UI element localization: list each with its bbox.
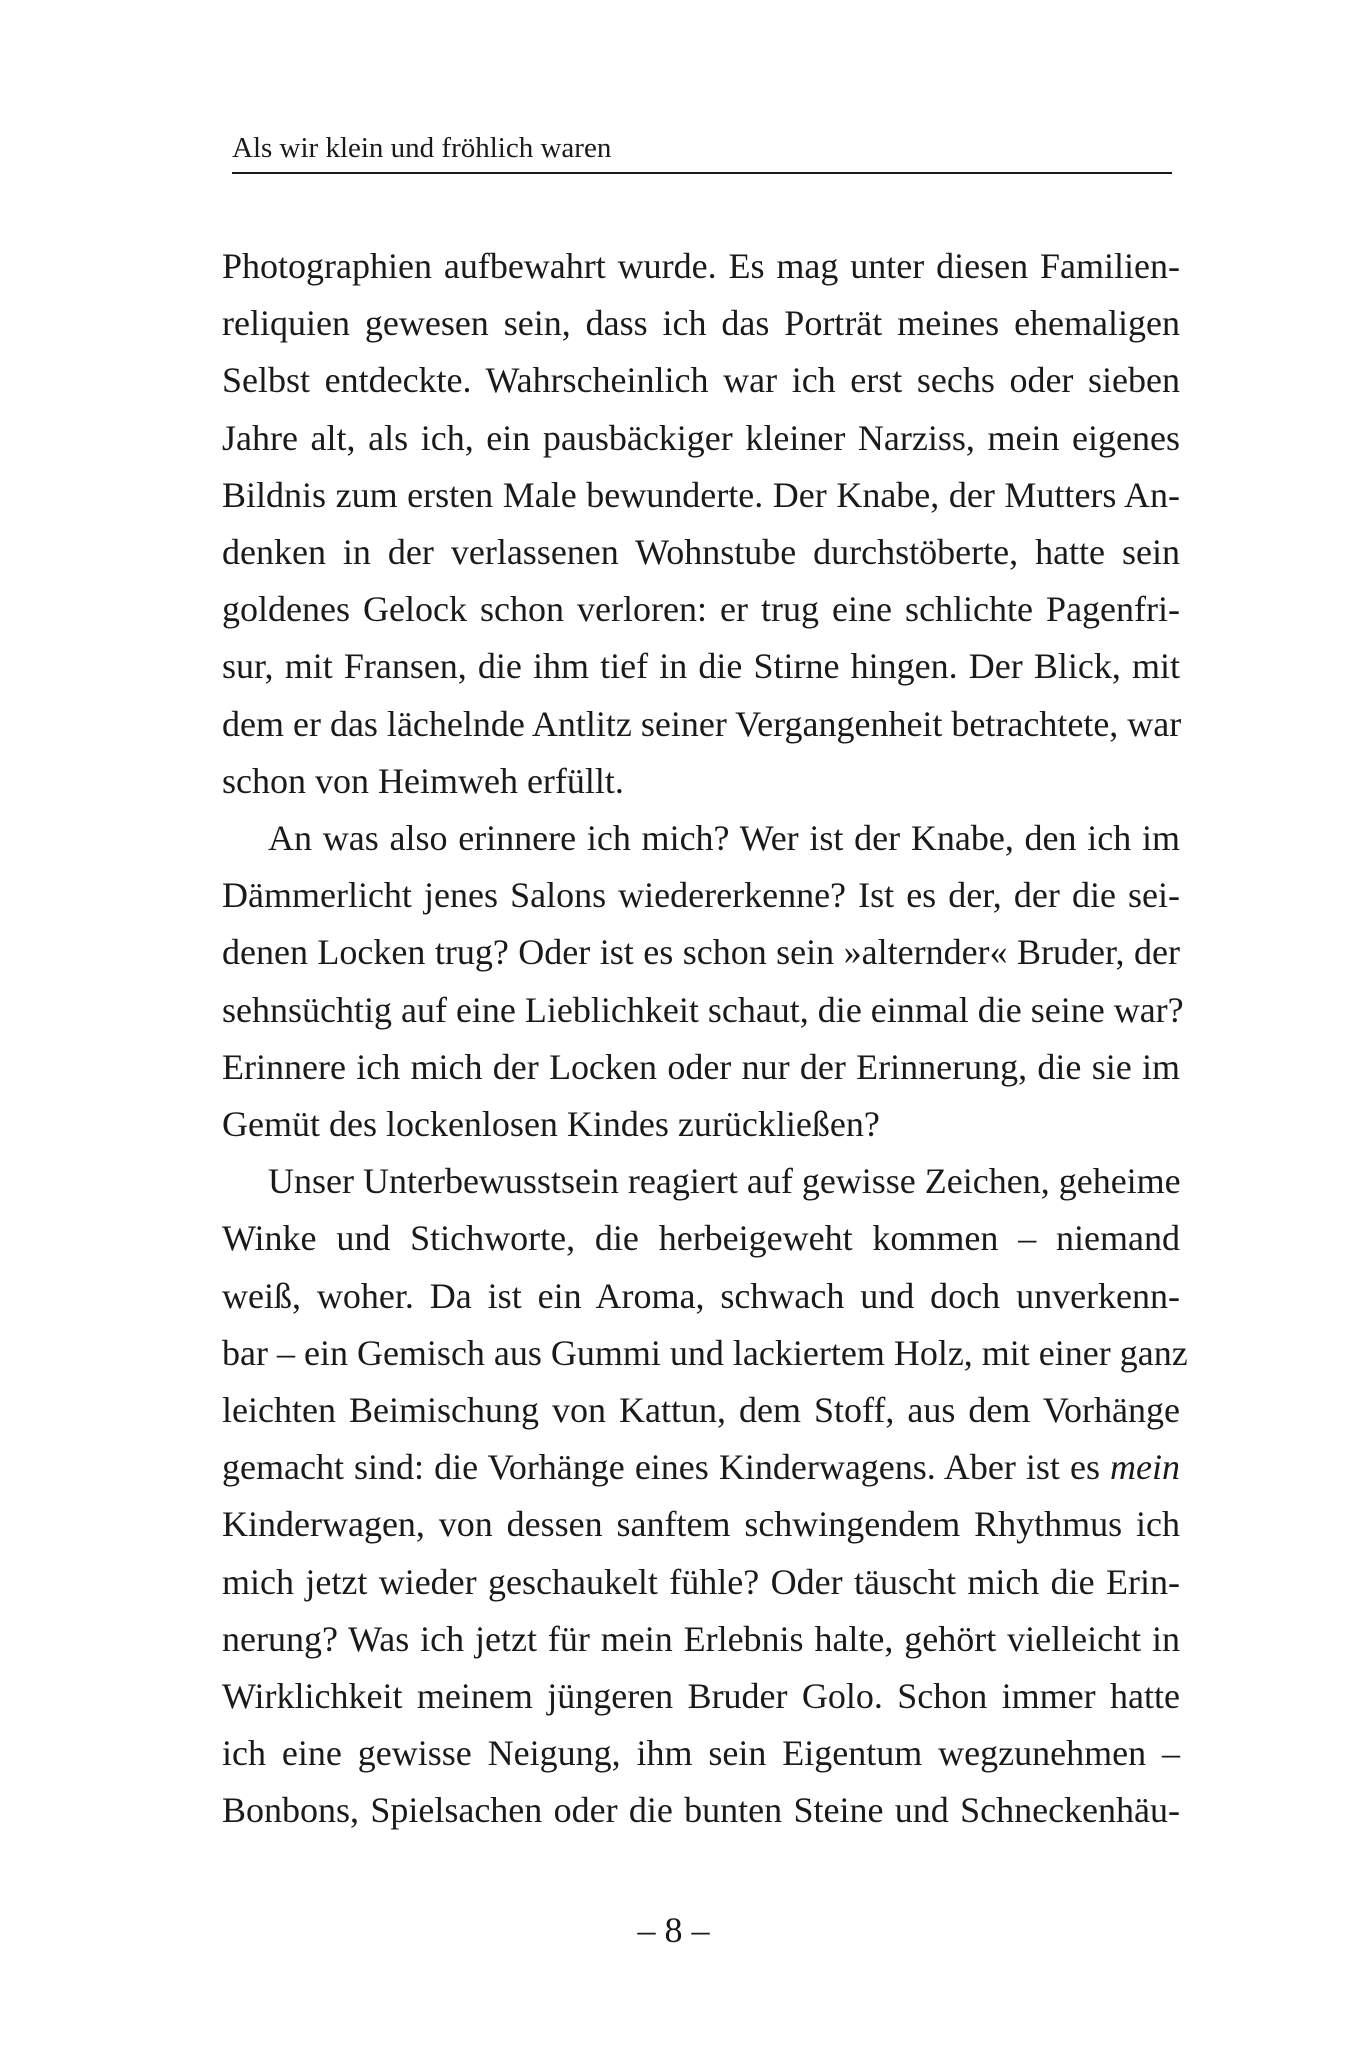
text-line: schon von Heimweh erfüllt. [222, 760, 624, 801]
text-line: An was also erinnere ich mich? Wer ist der Knabe, den ich im [268, 818, 1180, 859]
paragraph [222, 1153, 1188, 1839]
text-line: Wirklichkeit meinem jüngeren Bruder Golo. Schon immer hatte [222, 1676, 1180, 1717]
text-line: dem er das lächelnde Antlitz seiner Vergangenheit betrachtete, war [222, 703, 1182, 744]
text-line: goldenes Gelock schon verloren: er trug eine schlichte Pagenfri- [222, 589, 1180, 630]
text-line: Photographien aufbewahrt wurde. Es mag unter diesen Familien- [222, 246, 1180, 286]
page-number: – 8 – [637, 1910, 710, 1950]
paragraph [222, 238, 1180, 810]
text-line: Jahre alt, als ich, ein pausbäckiger kleiner Narziss, mein eigenes [222, 417, 1180, 458]
text-line: ich eine gewisse Neigung, ihm sein Eigentum wegzunehmen – [222, 1733, 1180, 1774]
text-line: mich jetzt wieder geschaukelt fühle? Oder täuscht mich die Erin- [222, 1561, 1180, 1602]
text-line: Gemüt des lockenlosen Kindes zurückließen? [222, 1104, 880, 1145]
text-line-with-emphasis [222, 1439, 1180, 1496]
text-line: bar – ein Gemisch aus Gummi und lackiertem Holz, mit einer ganz [222, 1332, 1188, 1373]
text-line: Bonbons, Spielsachen oder die bunten Steine und Schneckenhäu- [222, 1790, 1180, 1831]
text-line: Kinderwagen, von dessen sanftem schwingendem Rhythmus ich [222, 1504, 1180, 1545]
text-line: denken in der verlassenen Wohnstube durchstöberte, hatte sein [222, 532, 1180, 573]
text-line: sehnsüchtig auf eine Lieblichkeit schaut, die einmal die seine war? [222, 989, 1184, 1030]
text-line: weiß, woher. Da ist ein Aroma, schwach und doch unverkenn- [222, 1275, 1180, 1316]
text-segment: gemacht sind: die Vorhänge eines Kinderwagens. Aber ist es [222, 1447, 1111, 1488]
body-text [222, 238, 1188, 1840]
text-line: denen Locken trug? Oder ist es schon sein »alternder« Bruder, der [222, 932, 1180, 973]
text-line: leichten Beimischung von Kattun, dem Stoff, aus dem Vorhänge [222, 1390, 1180, 1431]
text-line: sur, mit Fransen, die ihm tief in die Stirne hingen. Der Blick, mit [222, 646, 1180, 687]
text-line: Bildnis zum ersten Male bewunderte. Der Knabe, der Mutters An- [222, 474, 1180, 515]
emphasis-word: mein [1110, 1447, 1180, 1488]
text-line: Erinnere ich mich der Locken oder nur der Erinnerung, die sie im [222, 1046, 1180, 1087]
paragraph [222, 810, 1184, 1153]
text-line: Unser Unterbewusstsein reagiert auf gewisse Zeichen, geheime [268, 1161, 1181, 1202]
text-line: Selbst entdeckte. Wahrscheinlich war ich erst sechs oder sieben [222, 360, 1180, 401]
text-line: nerung? Was ich jetzt für mein Erlebnis halte, gehört vielleicht in [222, 1618, 1180, 1659]
running-header-title: Als wir klein und fröhlich waren [232, 132, 612, 164]
text-line: Winke und Stichworte, die herbeigeweht kommen – niemand [222, 1218, 1180, 1259]
running-header [232, 130, 1172, 174]
text-line: Dämmerlicht jenes Salons wiedererkenne? Ist es der, der die sei- [222, 875, 1180, 916]
text-line: reliquien gewesen sein, dass ich das Porträt meines ehemaligen [222, 303, 1180, 344]
